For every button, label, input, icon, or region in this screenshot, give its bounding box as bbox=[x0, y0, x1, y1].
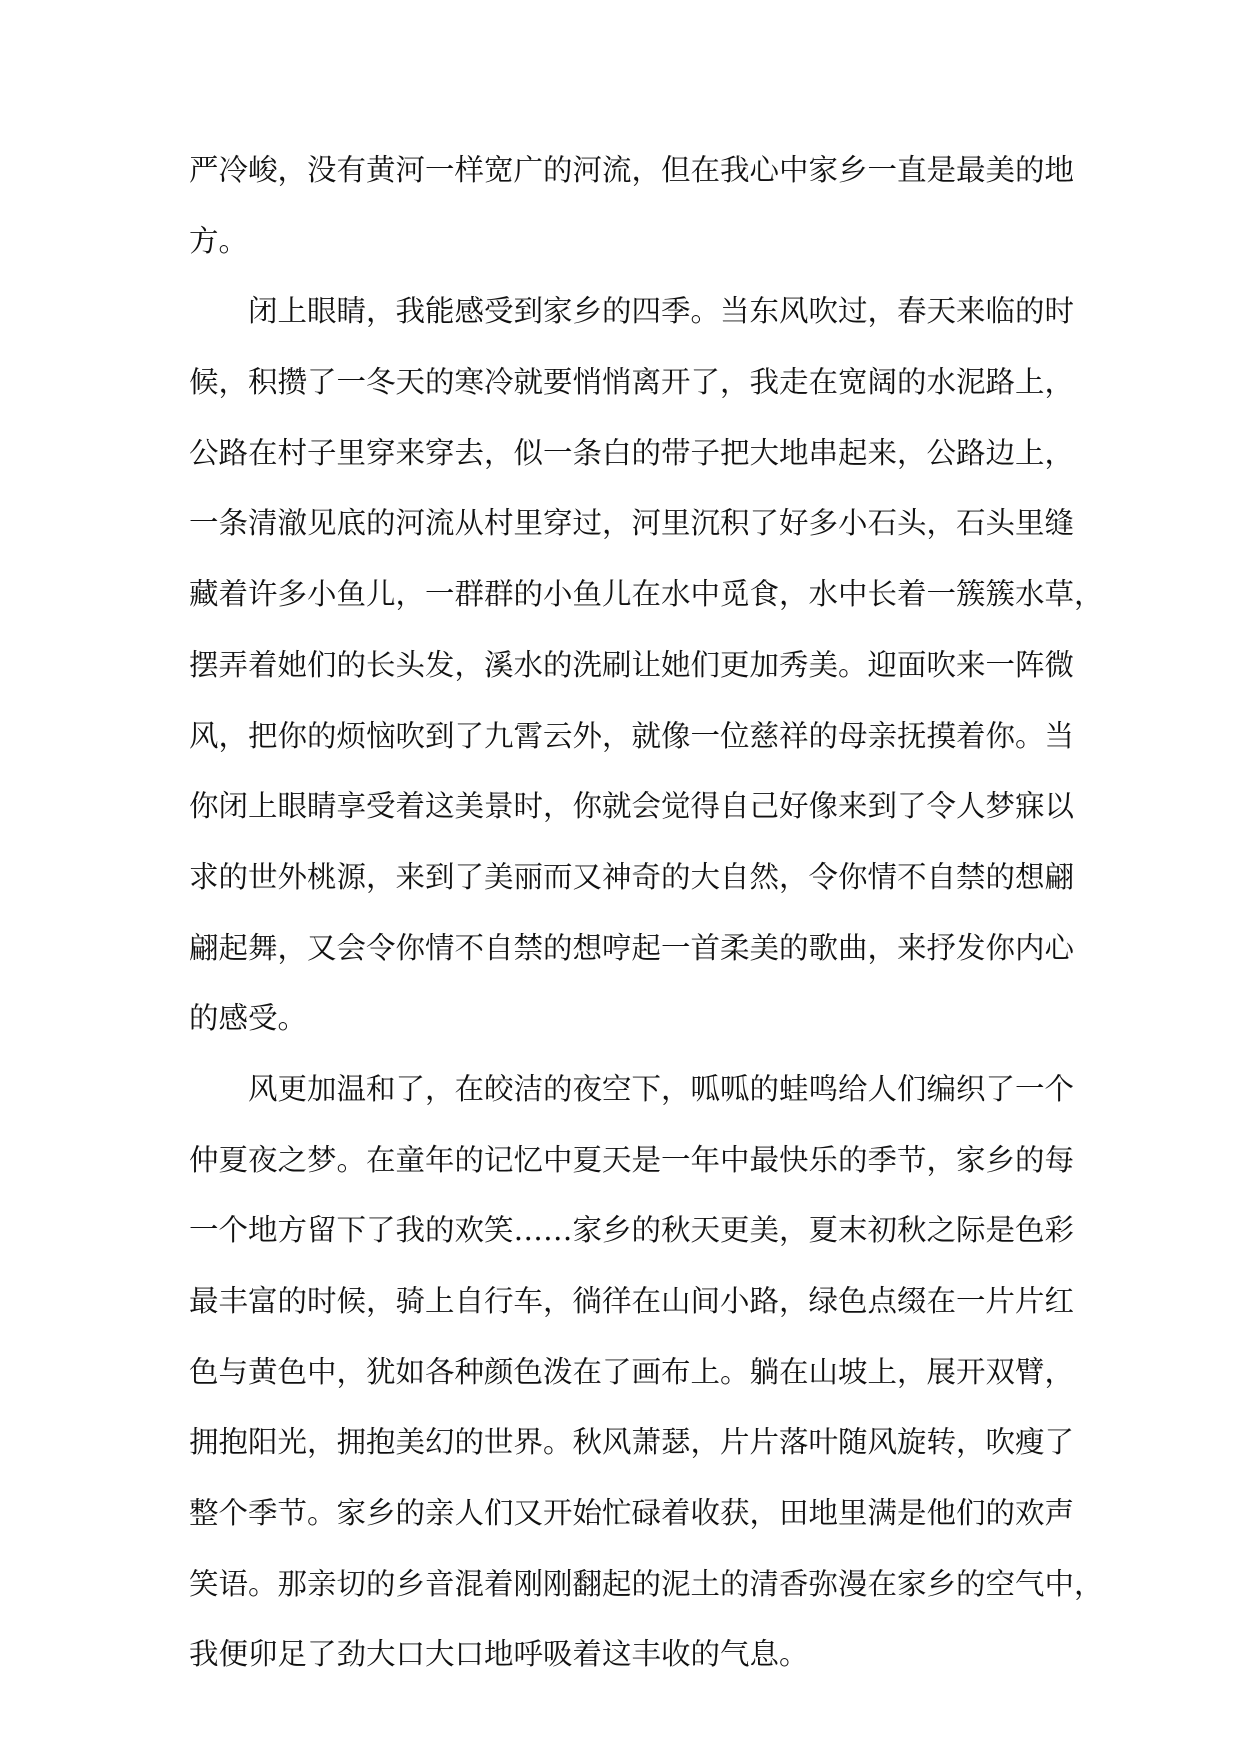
text-line: 的感受。 bbox=[189, 1001, 308, 1036]
text-line: 闭上眼睛，我能感受到家乡的四季。当东风吹过，春天来临的时 bbox=[248, 294, 1075, 329]
text-line: 笑语。那亲切的乡音混着刚刚翻起的泥土的清香弥漫在家乡的空气中， bbox=[189, 1566, 1104, 1601]
text-line: 拥抱阳光，拥抱美幻的世界。秋风萧瑟，片片落叶随风旋转，吹瘦了 bbox=[189, 1425, 1075, 1460]
text-line: 一个地方留下了我的欢笑……家乡的秋天更美，夏末初秋之际是色彩 bbox=[189, 1213, 1075, 1248]
text-line: 候，积攒了一冬天的寒冷就要悄悄离开了，我走在宽阔的水泥路上， bbox=[189, 365, 1075, 400]
body-text bbox=[189, 153, 1104, 1708]
text-line: 色与黄色中，犹如各种颜色泼在了画布上。躺在山坡上，展开双臂， bbox=[189, 1354, 1075, 1389]
text-line: 藏着许多小鱼儿，一群群的小鱼儿在水中觅食，水中长着一簇簇水草， bbox=[189, 577, 1104, 612]
text-line: 整个季节。家乡的亲人们又开始忙碌着收获，田地里满是他们的欢声 bbox=[189, 1496, 1075, 1531]
paragraph bbox=[189, 294, 1104, 1036]
text-line: 一条清澈见底的河流从村里穿过，河里沉积了好多小石头，石头里缝 bbox=[189, 506, 1075, 541]
text-line: 求的世外桃源，来到了美丽而又神奇的大自然，令你情不自禁的想翩 bbox=[189, 859, 1075, 894]
text-line: 我便卯足了劲大口大口地呼吸着这丰收的气息。 bbox=[189, 1637, 809, 1672]
text-line: 最丰富的时候，骑上自行车，徜徉在山间小路，绿色点缀在一片片红 bbox=[189, 1284, 1075, 1318]
text-line: 你闭上眼睛享受着这美景时，你就会觉得自己好像来到了令人梦寐以 bbox=[189, 789, 1075, 824]
text-line: 严冷峻，没有黄河一样宽广的河流，但在我心中家乡一直是最美的地 bbox=[189, 153, 1075, 187]
text-line: 翩起舞，又会令你情不自禁的想哼起一首柔美的歌曲，来抒发你内心 bbox=[189, 930, 1075, 965]
paragraph bbox=[189, 1071, 1104, 1673]
text-line: 公路在村子里穿来穿去，似一条白的带子把大地串起来，公路边上， bbox=[189, 435, 1075, 470]
paragraph bbox=[189, 153, 1075, 259]
text-line: 仲夏夜之梦。在童年的记忆中夏天是一年中最快乐的季节，家乡的每 bbox=[189, 1142, 1075, 1177]
text-line: 风更加温和了，在皎洁的夜空下，呱呱的蛙鸣给人们编织了一个 bbox=[248, 1071, 1075, 1106]
text-line: 风，把你的烦恼吹到了九霄云外，就像一位慈祥的母亲抚摸着你。当 bbox=[189, 718, 1075, 753]
text-line: 摆弄着她们的长头发，溪水的洗刷让她们更加秀美。迎面吹来一阵微 bbox=[189, 647, 1075, 682]
text-line: 方。 bbox=[189, 223, 249, 258]
